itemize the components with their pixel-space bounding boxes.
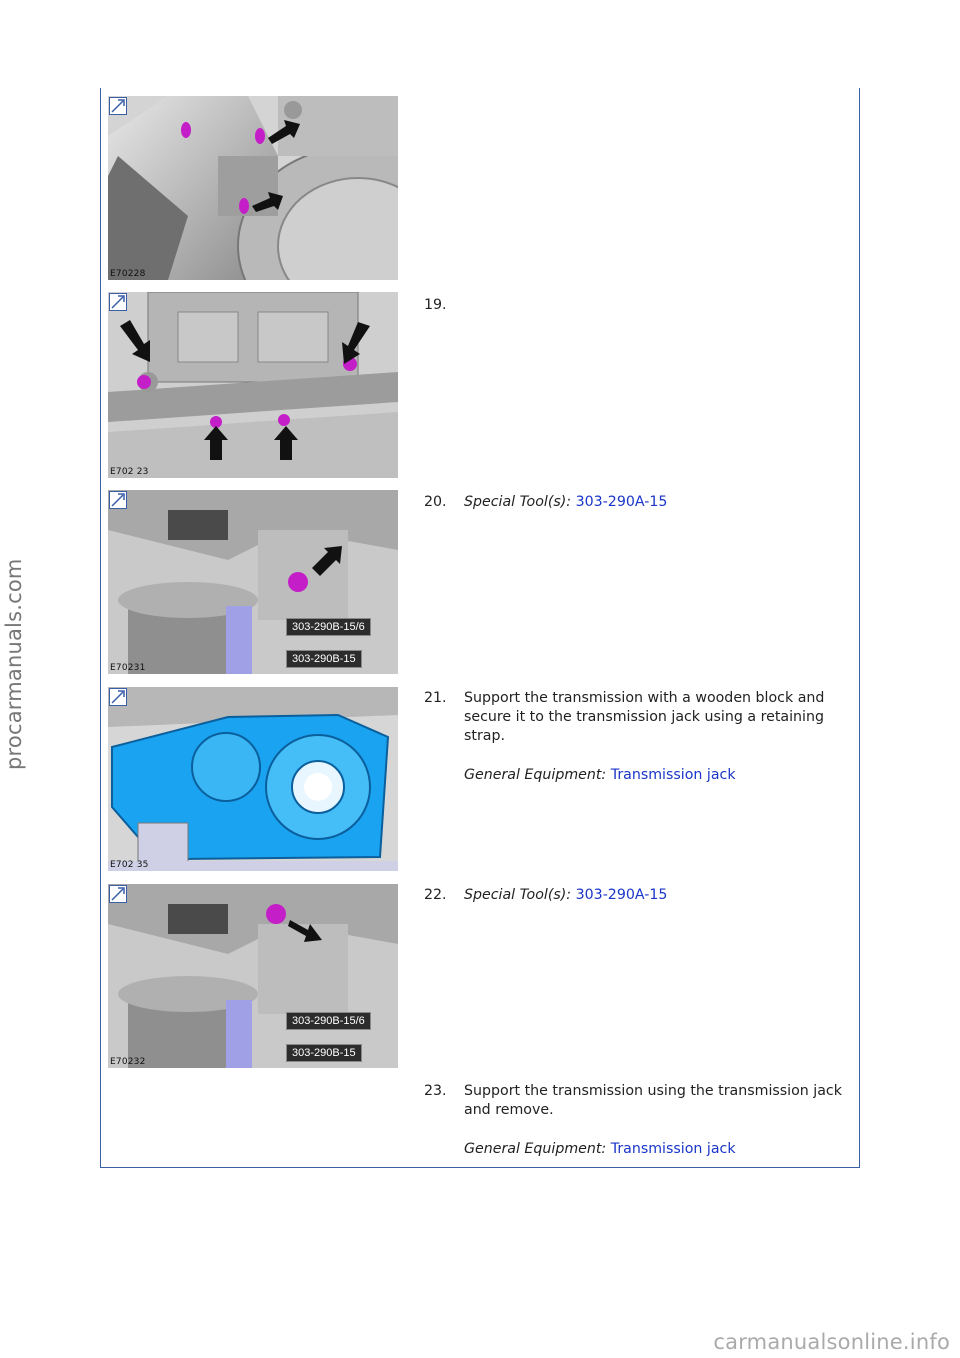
step-text: Support the transmission using the transmission jack and remove. <box>464 1083 842 1118</box>
figure-code: E702 23 <box>110 467 149 477</box>
figure-illustration <box>108 292 398 478</box>
step-number: 22. <box>424 887 447 903</box>
figure-e70232[interactable] <box>108 884 398 1068</box>
step-22 <box>424 886 844 905</box>
tool-callout: 303-290B-15/6 <box>286 618 371 636</box>
figure-e70235[interactable] <box>108 687 398 871</box>
tool-callout: 303-290B-15/6 <box>286 1012 371 1030</box>
watermark-right: carmanualsonline.info <box>713 1330 950 1354</box>
special-tool-link[interactable]: 303-290A-15 <box>575 887 668 903</box>
special-tool-label: Special Tool(s): <box>464 494 572 510</box>
special-tool-label: Special Tool(s): <box>464 887 572 903</box>
figure-illustration <box>108 687 398 871</box>
step-number: 21. <box>424 690 447 706</box>
zoom-icon[interactable] <box>109 293 127 311</box>
figure-e70231[interactable] <box>108 490 398 674</box>
step-number: 19. <box>424 297 447 313</box>
tool-callout: 303-290B-15 <box>286 650 362 668</box>
zoom-icon[interactable] <box>109 97 127 115</box>
figure-code: E702 35 <box>110 860 149 870</box>
tool-callout: 303-290B-15 <box>286 1044 362 1062</box>
zoom-icon[interactable] <box>109 491 127 509</box>
figure-code: E70231 <box>110 663 146 673</box>
step-21 <box>424 689 844 785</box>
general-equipment-label: General Equipment: <box>464 767 607 783</box>
watermark-left: procarmanuals.com <box>2 558 26 770</box>
zoom-icon[interactable] <box>109 688 127 706</box>
step-text: Support the transmission with a wooden block and secure it to the transmission jack using a retaining strap. <box>464 690 825 744</box>
step-20 <box>424 493 844 512</box>
figure-illustration <box>108 490 398 674</box>
step-23 <box>424 1082 844 1159</box>
figure-e70223[interactable] <box>108 292 398 478</box>
figure-illustration <box>108 96 398 280</box>
zoom-icon[interactable] <box>109 885 127 903</box>
figure-illustration <box>108 884 398 1068</box>
general-equipment-link[interactable]: Transmission jack <box>610 1141 736 1157</box>
figure-e70228[interactable] <box>108 96 398 280</box>
general-equipment-label: General Equipment: <box>464 1141 607 1157</box>
figure-code: E70228 <box>110 269 146 279</box>
step-number: 23. <box>424 1083 447 1099</box>
step-number: 20. <box>424 494 447 510</box>
general-equipment-link[interactable]: Transmission jack <box>610 767 736 783</box>
special-tool-link[interactable]: 303-290A-15 <box>575 494 668 510</box>
figure-code: E70232 <box>110 1057 146 1067</box>
